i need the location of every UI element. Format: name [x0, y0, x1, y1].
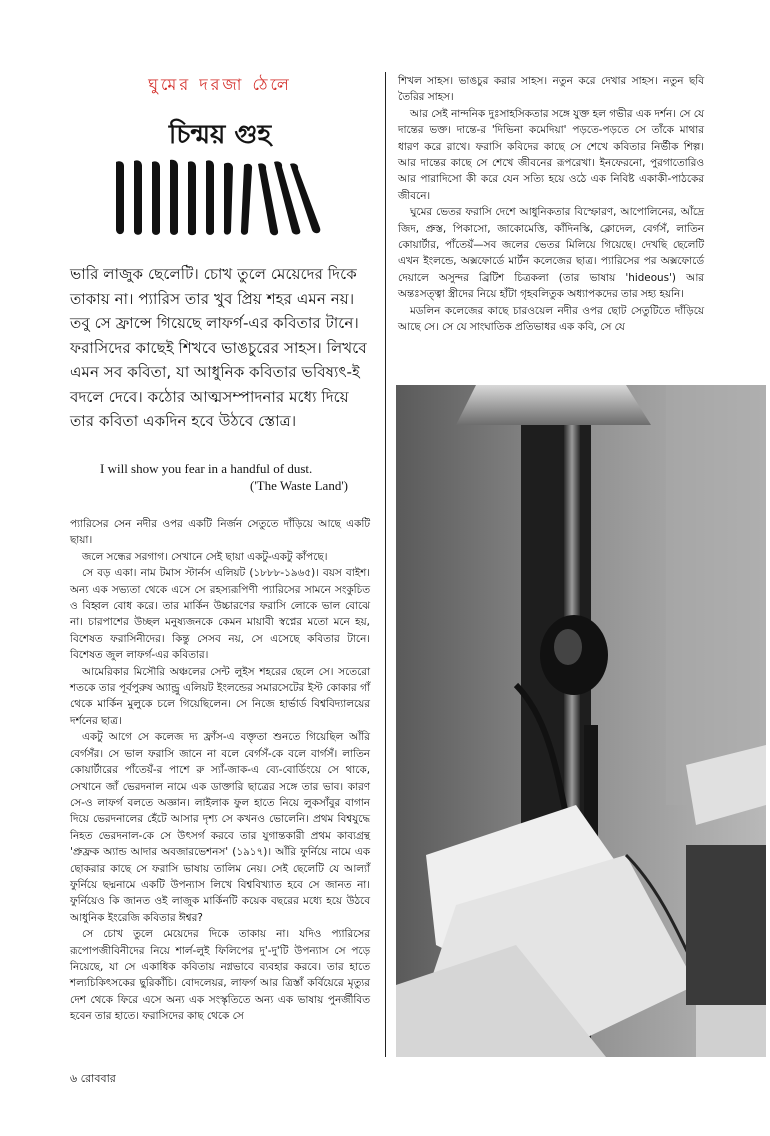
brush-stroke-title-art: [112, 156, 327, 238]
paragraph: সে চোখ তুলে মেয়েদের দিকে তাকায় না। যদিও প্যারিসের রূপোপজীবিনীদের নিয়ে শার্ল-লুই ফিলিপের দু'-দু'টি উপন্যাস সে পড়ে নিয়েছে, যা সে একাধিক কবিতায় নগ্নভাবে ব্যবহার করবে। তার হাতে শল্যচিকিৎসকের ছুরিকাঁচি। বোদলেয়র, লাফর্গ আর ত্রিস্তাঁ কর্বিয়েরে মৃত্যুর দেশ থেকে ফিরে এসে অন্য এক সংস্কৃতিতে অন্য এক ভাষায় পুনর্জীবিত হবেন তার হাতে। ফরাসিদের কাছ থেকে সে: [70, 928, 370, 1023]
body-column-left: [70, 516, 370, 1025]
paragraph: ঘুমের ভেতর ফরাসি দেশে আধুনিকতার বিস্ফোরণ, আপোলিনের, আঁদ্রে জিদ, প্রুস্ত, পিকাসো, জাকোমেত্তি, কাঁদিনস্কি, ক্লোদেল, বের্গসঁ, লাতিন কোয়ার্টার, পাঁতেয়ঁ—সব জলের ভেতর মিলিয়ে গিয়েছে। দেখছি ছেলেটি এখন ইংলন্ডে, অক্সফোর্ডে মার্টন কলেজের ছাত্র। প্যারিসের পর অক্সফোর্ডে দেয়ালে অসুন্দর ব্রিটিশ চিত্রকলা (তার ভাষায় 'hideous') আর অন্তঃসত্ত্বা স্ত্রীদের নিয়ে হাঁটা গৃহবলিতুক অধ্যাপকদের তার সহ্য হয়নি।: [398, 206, 704, 301]
paragraph: প্যারিসের সেন নদীর ওপর একটি নির্জন সেতুতে দাঁড়িয়ে আছে একটি ছায়া।: [70, 518, 370, 547]
epigraph: [70, 460, 348, 494]
paragraph: জলে সন্ধের সরগাগ। সেখানে সেই ছায়া একটু-একটু কাঁপছে।: [82, 550, 328, 563]
paragraph: একটু আগে সে কলেজ দ্য ফ্রাঁস-এ বক্তৃতা শুনতে গিয়েছিল আঁরি বের্গসঁর। সে ভাল ফরাসি জানে না বলে বের্গসঁ-কে বলে বার্গসঁ। লাতিন কোয়ার্টারের পাঁতেয়ঁ-র পাশে রু স্যাঁ-জাক-এ ব্যে-বোর্ডিংয়ে সে থাকে, সেখানে জাঁ ভেরদনাল নামে এক ডাক্তারি ছাত্রের সঙ্গে তার ভাব। কারণ সে-ও লাফর্গ বলতে অজ্ঞান। লাইলাক ফুল হাতে নিয়ে লুকসাঁবুর বাগান দিয়ে ভেরদনালের হেঁটে আসার দৃশ্য সে কখনও ভোলেনি। প্রথম বিশ্বযুদ্ধে নিহত ভেরদনাল-কে সে উৎসর্গ করবে তার যুগান্তকারী প্রথম কাব্যগ্রন্থ 'প্রুফ্রক অ্যান্ড আদার অবজারভেশনস' (১৯১৭)। আঁরি ফুর্নিয়ে নামে এক ছোকরার কাছে সে ফরাসি ভাষায় তালিম নেয়। সেই ছেলেটি যে আল্যাঁ ফুর্নিয়ে ছদ্মনামে একটি উপন্যাস লিখে বিশ্ববিখ্যাত হবে সে জানত না। ফুর্নিয়েও কি জানত ওই লাজুক মার্কিনটি কয়েক বছরের মধ্যে হয়ে উঠবে আধুনিক ইংরেজি কবিতার ঈশ্বর?: [70, 731, 370, 924]
author-name: চিন্ময় গুহ: [168, 120, 272, 150]
photo-lamp-telephone-desk: [396, 385, 766, 1057]
paragraph: শিখল সাহস। ভাঙচুর করার সাহস। নতুন করে দেখার সাহস। নতুন ছবি তৈরির সাহস।: [398, 75, 704, 104]
series-title: ঘুমের দরজা ঠেলে: [148, 75, 292, 94]
paragraph: মডলিন কলেজের কাছে চারওয়েল নদীর ওপর ছোট সেতুটিতে দাঁড়িয়ে আছে সে। সে যে সাংঘাতিক প্রতিভাধর এক কবি, সে যে: [398, 304, 704, 334]
page-footer: ৬ রোববার: [70, 1072, 116, 1085]
intro-paragraph: ভারি লাজুক ছেলেটি। চোখ তুলে মেয়েদের দিকে তাকায় না। প্যারিস তার খুব প্রিয় শহর এমন নয়। তবু সে ফ্রান্সে গিয়েছে লাফর্গ-এর কবিতার টানে। ফরাসিদের কাছেই শিখবে ভাঙচুরের সাহস। লিখবে এমন সব কবিতা, যা আধুনিক কবিতার ভবিষ্যৎ-ই বদলে দেবে। কঠোর আত্মসম্পাদনার মধ্যে দিয়ে তার কবিতা একদিন হবে উঠবে স্তোত্র।: [70, 265, 367, 430]
column-divider: [385, 72, 386, 1057]
epigraph-source: ('The Waste Land'): [250, 478, 348, 493]
epigraph-quote: I will show you fear in a handful of dust.: [100, 461, 313, 476]
paragraph: সে বড় একা। নাম টমাস স্টার্নস এলিয়ট (১৮৮৮-১৯৬৫)। বয়স বাইশ। অন্য এক সভ্যতা থেকে এসে সে রহস্যরূপিণী প্যারিসের সামনে সংকুচিত ও বিহ্বল বোধ করে। তার মার্কিন উচ্চারণের ফরাসি লোকে ভাল বোঝে না। চারপাশের উচ্ছল মনুষ্যজনকে কেমন মায়াবী স্বপ্নের মতো মনে হয়, বিশেষত ফরাসিনীদের। কিন্তু সেসব নয়, সে এসেছে কবিতার টানে। বিশেষত জুল লাফর্গ-এর কবিতার।: [70, 567, 370, 662]
body-column-right: [398, 73, 704, 336]
paragraph: আর সেই নান্দনিক দুঃসাহসিকতার সঙ্গে যুক্ত হল গভীর এক দর্শন। সে যে দান্তের ভক্ত। দান্তে-র 'দিভিনা কমেদিয়া' পড়তে-পড়তে সে তাঁকে মাথার ধারণ করে রাখে। ফরাসি কবিদের কাছে সে শেখে কবিতার নির্ভীক শিল্প। আর দান্তের কাছে সে শেখে জীবনের রূপরেখা। ইনফেরনো, পুরগাতোরিও আর পারাদিসো কী করে যেন সত্যি হয়ে ওঠে এক নিবিষ্ট একাকী-পাঠকের জীবনে।: [398, 107, 704, 202]
paragraph: আমেরিকার মিসৌরি অঞ্চলের সেন্ট লুইস শহরের ছেলে সে। সতেরো শতকে তার পূর্বপুরুষ অ্যান্ড্রু এলিয়ট ইংলন্ডের সমারসেটের ইস্ট কোকার গাঁ থেকে মার্কিন মুলুকে চলে গিয়েছিলেন। সে নিজে হার্ভার্ড বিশ্ববিদ্যালয়ের দর্শনের ছাত্র।: [70, 665, 370, 727]
